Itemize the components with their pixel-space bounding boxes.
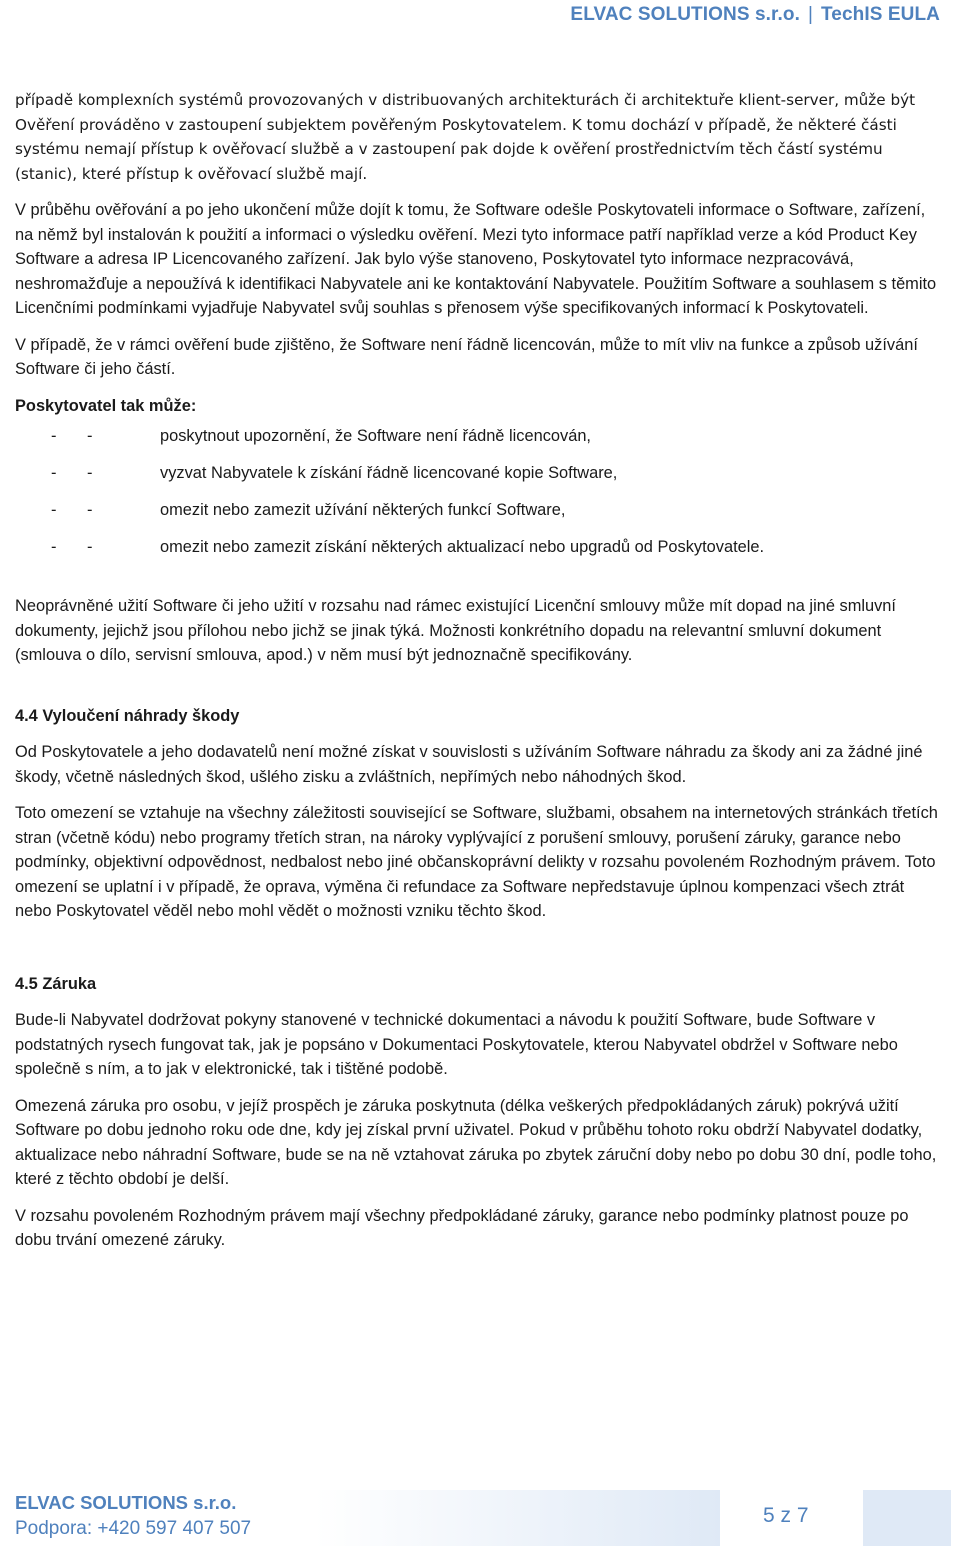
page-header [570, 4, 940, 26]
list-item-text: omezit nebo zamezit získání některých aktualizací nebo upgradů od Poskytovatele. [160, 538, 765, 556]
list-item [15, 535, 945, 559]
footer-gradient-bar [315, 1490, 720, 1546]
license-impact-paragraph: V případě, že v rámci ověření bude zjištěno, že Software není řádně licencován, může to mít vliv na funkce a způsob užívání Software či jeho částí. [15, 335, 918, 378]
section-4-4-paragraph: Toto omezení se vztahuje na všechny záležitosti související se Software, službami, obsahem na internetových stránkách třetích stran (včetně kódu) nebo programy třetích stran, na nároky vyplývající z porušení smlouvy, porušení záruky, garance nebo podmínky, objektivní odpovědnost, nedbalost nebo jiné občanskoprávní delikty v rozsahu povoleném Rozhodným právem. Toto omezení se uplatní i v případě, že oprava, výměna či refundace za Software nepředstavuje úplnou kompenzaci všech ztrát nebo Poskytovatel věděl nebo mohl vědět o možnosti vzniku těchto škod. [15, 804, 938, 920]
list-dash: - [87, 464, 93, 482]
footer-company: ELVAC SOLUTIONS s.r.o. [15, 1492, 237, 1513]
section-4-5-paragraph: V rozsahu povoleném Rozhodným právem mají všechny předpokládané záruky, garance nebo podmínky platnost pouze po dobu trvání omezené záruky. [15, 1206, 909, 1249]
list-dash: - [87, 538, 93, 556]
list-dash: - [51, 464, 57, 482]
unauthorized-use-paragraph: Neoprávněné užití Software či jeho užití v rozsahu nad rámec existující Licenční smlouvy může mít dopad na jiné smluvní dokumenty, jejichž jsou přílohou nebo jichž se jinak týká. Možnosti konkrétního dopadu na relevantní smluvní dokument (smlouva o dílo, servisní smlouva, apod.) v něm musí být jednoznačně specifikovány. [15, 597, 896, 664]
list-item-text: vyzvat Nabyvatele k získání řádně licencované kopie Software, [160, 464, 618, 482]
header-company: ELVAC SOLUTIONS s.r.o. [570, 4, 800, 25]
provider-actions-list [15, 424, 945, 559]
verification-info-paragraph: V průběhu ověřování a po jeho ukončení může dojít k tomu, že Software odešle Poskytovateli informace o Software, zařízení, na němž byl instalován k použití a informaci o výsledku ověření. Mezi tyto informace patří například verze a kód Product Key Software a adresa IP Licencovaného zařízení. Jak bylo výše stanoveno, Poskytovatel tyto informace nezpracovává, neshromažďuje a nepoužívá k identifikaci Nabyvatele ani ke kontaktování Nabyvatele. Použitím Software a souhlasem s těmito Licenčními podmínkami vyjadřuje Nabyvatel svůj souhlas s přenosem výše specifikovaných informací k Poskytovateli. [15, 201, 937, 317]
list-item [15, 424, 945, 448]
list-dash: - [51, 501, 57, 519]
footer-support-phone: Podpora: +420 597 407 507 [15, 1518, 252, 1539]
list-dash: - [51, 427, 57, 445]
header-doc-title: TechIS EULA [821, 4, 940, 25]
list-item [15, 461, 945, 485]
page-number: 5 z 7 [763, 1504, 809, 1527]
document-body [15, 88, 945, 1265]
list-heading: Poskytovatel tak může: [15, 396, 197, 415]
section-4-5-paragraph: Bude-li Nabyvatel dodržovat pokyny stanovené v technické dokumentaci a návodu k použití Software, bude Software v podstatných rysech fungovat tak, jak je popsáno v Dokumentaci Poskytovatele, kterou Nabyvatel obdržel v Software nebo společně s ním, a to jak v elektronické, tak i tištěné podobě. [15, 1011, 898, 1078]
section-4-5-paragraph: Omezená záruka pro osobu, v jejíž prospěch je záruka poskytnuta (délka veškerých předpokládaných záruk) pokrývá užití Software po dobu jednoho roku ode dne, kdy jej získal první uživatel. Pokud v průběhu tohoto roku obdrží Nabyvatel dodatky, aktualizace nebo náhradní Software, bude se na ně vztahovat záruka po zbytek záruční doby nebo po dobu 30 dní, podle toho, které z těchto období je delší. [15, 1096, 937, 1188]
section-4-4-title: 4.4 Vyloučení náhrady škody [15, 706, 240, 725]
intro-paragraph: případě komplexních systémů provozovaných v distribuovaných architekturách či architektuře klient-server, může být Ověření prováděno v zastoupení subjektem pověřeným Poskytovatelem. K tomu dochází v případě, že některé části systému nemají přístup k ověřovací službě a v zastoupení pak dojde k ověření prostřednictvím těch částí systému (stanic), které přístup k ověřovací službě mají. [15, 91, 916, 183]
list-item-text: omezit nebo zamezit užívání některých funkcí Software, [160, 501, 566, 519]
section-4-4-paragraph: Od Poskytovatele a jeho dodavatelů není možné získat v souvislosti s užíváním Software náhradu za škody ani za žádné jiné škody, včetně následných škod, ušlého zisku a zvláštních, nepřímých nebo náhodných škod. [15, 743, 923, 786]
page-footer [15, 1490, 953, 1550]
list-dash: - [87, 427, 93, 445]
header-separator: | [807, 4, 813, 25]
section-4-5-title: 4.5 Záruka [15, 974, 97, 993]
list-dash: - [51, 538, 57, 556]
list-dash: - [87, 501, 93, 519]
footer-page-box [863, 1490, 951, 1546]
list-item [15, 498, 945, 522]
list-item-text: poskytnout upozornění, že Software není řádně licencován, [160, 427, 591, 445]
